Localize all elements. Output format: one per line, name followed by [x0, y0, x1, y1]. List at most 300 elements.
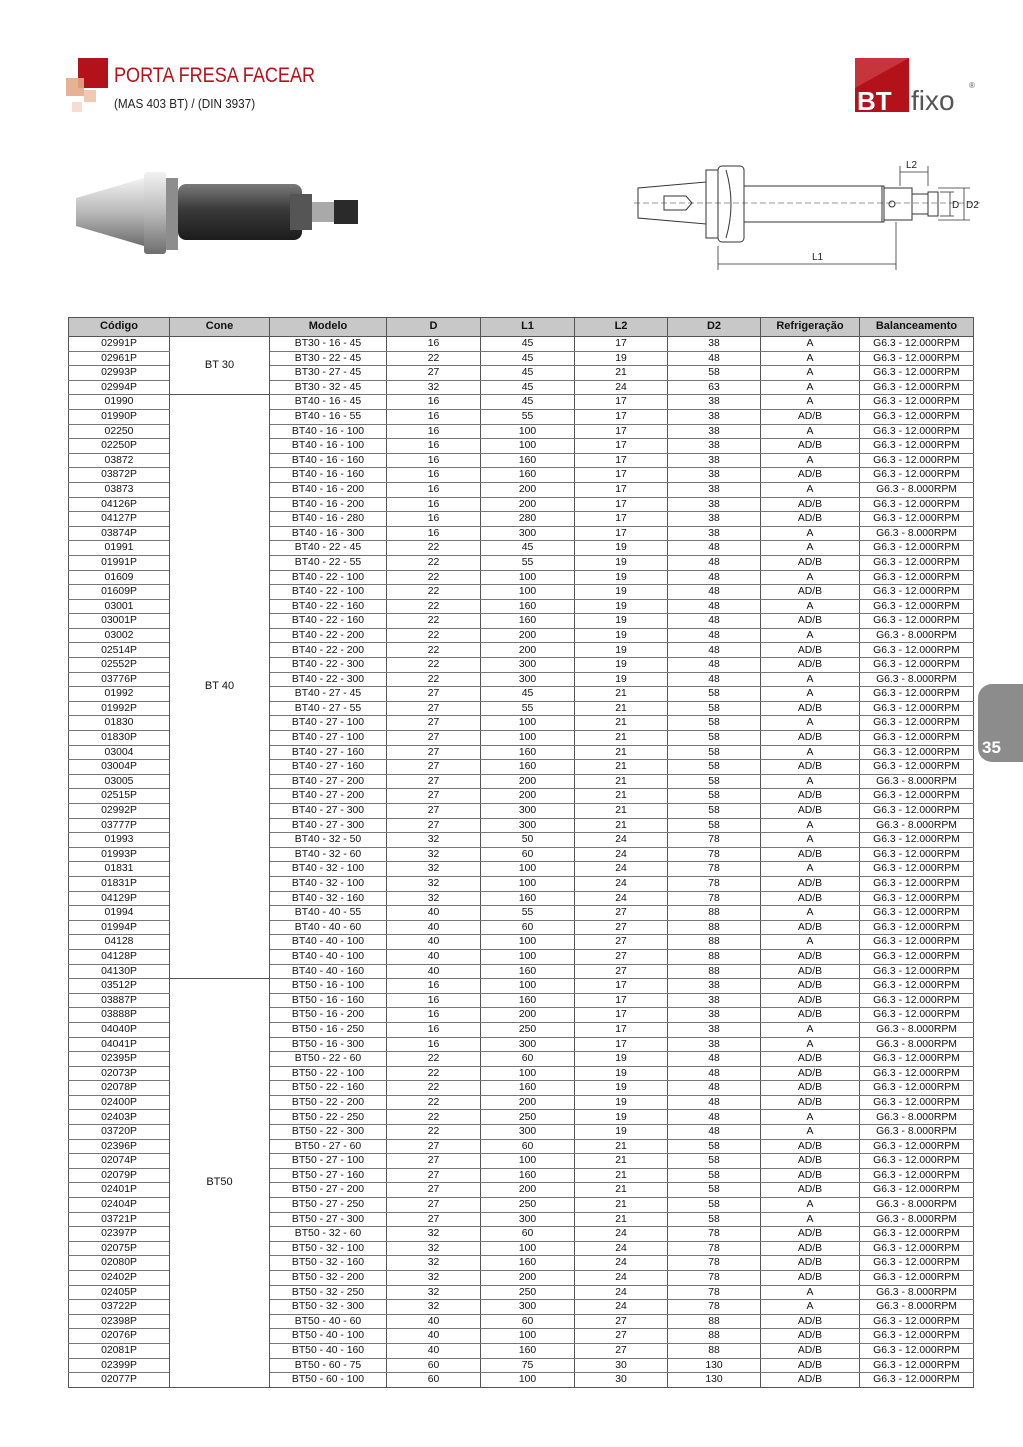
cell-modelo: BT50 - 60 - 100 — [270, 1373, 387, 1388]
cell-l1: 45 — [481, 351, 575, 366]
cell-l2: 19 — [575, 658, 668, 673]
cell-l2: 19 — [575, 541, 668, 556]
cell-balanceamento: G6.3 - 8.000RPM — [860, 482, 974, 497]
cell-l2: 19 — [575, 1125, 668, 1140]
cell-d: 40 — [387, 1329, 481, 1344]
cell-l2: 21 — [575, 1198, 668, 1213]
cell-l1: 250 — [481, 1198, 575, 1213]
cell-d: 27 — [387, 687, 481, 702]
cell-l2: 17 — [575, 424, 668, 439]
cell-refrigeracao: A — [761, 672, 860, 687]
cell-d: 22 — [387, 585, 481, 600]
cell-codigo: 01992 — [69, 687, 170, 702]
cell-codigo: 02400P — [69, 1095, 170, 1110]
cell-d2: 38 — [668, 482, 761, 497]
cell-refrigeracao: AD/B — [761, 1154, 860, 1169]
cell-codigo: 02075P — [69, 1241, 170, 1256]
cell-l1: 100 — [481, 935, 575, 950]
cell-modelo: BT50 - 32 - 60 — [270, 1227, 387, 1242]
cell-l2: 21 — [575, 701, 668, 716]
cell-l1: 300 — [481, 1300, 575, 1315]
cell-l1: 100 — [481, 949, 575, 964]
product-table — [68, 317, 974, 1388]
cell-balanceamento: G6.3 - 8.000RPM — [860, 818, 974, 833]
cell-l1: 200 — [481, 1183, 575, 1198]
table-body — [69, 337, 974, 1388]
cell-modelo: BT40 - 40 - 55 — [270, 906, 387, 921]
cell-l1: 160 — [481, 1256, 575, 1271]
cell-codigo: 02993P — [69, 366, 170, 381]
cell-d2: 78 — [668, 876, 761, 891]
cell-codigo: 02074P — [69, 1154, 170, 1169]
cell-codigo: 04129P — [69, 891, 170, 906]
cell-d: 32 — [387, 1227, 481, 1242]
cell-balanceamento: G6.3 - 8.000RPM — [860, 1212, 974, 1227]
cell-l1: 55 — [481, 409, 575, 424]
cell-d: 32 — [387, 833, 481, 848]
page-number-tab — [978, 684, 1023, 762]
cell-d: 27 — [387, 1154, 481, 1169]
cell-refrigeracao: AD/B — [761, 1052, 860, 1067]
cell-balanceamento: G6.3 - 12.000RPM — [860, 643, 974, 658]
cell-codigo: 02404P — [69, 1198, 170, 1213]
cell-l2: 24 — [575, 1300, 668, 1315]
cell-balanceamento: G6.3 - 12.000RPM — [860, 789, 974, 804]
cell-modelo: BT50 - 16 - 300 — [270, 1037, 387, 1052]
cell-codigo: 02552P — [69, 658, 170, 673]
cell-d: 32 — [387, 1256, 481, 1271]
cell-refrigeracao: AD/B — [761, 1241, 860, 1256]
cell-codigo: 02073P — [69, 1066, 170, 1081]
cell-modelo: BT50 - 27 - 100 — [270, 1154, 387, 1169]
cell-l1: 200 — [481, 628, 575, 643]
cell-d: 22 — [387, 614, 481, 629]
cell-d2: 58 — [668, 716, 761, 731]
cell-l2: 19 — [575, 628, 668, 643]
cell-d: 16 — [387, 337, 481, 352]
cell-refrigeracao: AD/B — [761, 993, 860, 1008]
cell-codigo: 02403P — [69, 1110, 170, 1125]
cell-d: 27 — [387, 804, 481, 819]
cell-l2: 17 — [575, 1022, 668, 1037]
cell-d2: 38 — [668, 409, 761, 424]
cell-l1: 60 — [481, 1314, 575, 1329]
cell-l1: 160 — [481, 614, 575, 629]
cell-l2: 27 — [575, 949, 668, 964]
cell-balanceamento: G6.3 - 12.000RPM — [860, 847, 974, 862]
cell-codigo: 01831 — [69, 862, 170, 877]
table-row — [69, 979, 974, 994]
cell-l2: 24 — [575, 1227, 668, 1242]
cell-modelo: BT40 - 16 - 300 — [270, 526, 387, 541]
header-l1: L1 — [481, 318, 575, 337]
cell-codigo: 03777P — [69, 818, 170, 833]
cell-d2: 48 — [668, 570, 761, 585]
cell-balanceamento: G6.3 - 12.000RPM — [860, 1139, 974, 1154]
cell-l1: 45 — [481, 395, 575, 410]
cell-refrigeracao: AD/B — [761, 658, 860, 673]
cell-l2: 19 — [575, 585, 668, 600]
cell-d: 27 — [387, 716, 481, 731]
cell-codigo: 04041P — [69, 1037, 170, 1052]
cell-l1: 300 — [481, 1212, 575, 1227]
cell-balanceamento: G6.3 - 12.000RPM — [860, 424, 974, 439]
cell-modelo: BT50 - 32 - 300 — [270, 1300, 387, 1315]
cell-l2: 24 — [575, 1271, 668, 1286]
cell-modelo: BT40 - 22 - 200 — [270, 628, 387, 643]
cell-refrigeracao: AD/B — [761, 1168, 860, 1183]
cell-codigo: 02515P — [69, 789, 170, 804]
cell-balanceamento: G6.3 - 12.000RPM — [860, 1373, 974, 1388]
cell-codigo: 01609P — [69, 585, 170, 600]
cell-d2: 78 — [668, 1227, 761, 1242]
cell-d: 22 — [387, 1110, 481, 1125]
cell-codigo: 01993 — [69, 833, 170, 848]
cell-d2: 58 — [668, 366, 761, 381]
cell-codigo: 02397P — [69, 1227, 170, 1242]
cell-d: 40 — [387, 920, 481, 935]
cell-balanceamento: G6.3 - 8.000RPM — [860, 1285, 974, 1300]
cell-d2: 38 — [668, 395, 761, 410]
cell-d: 22 — [387, 570, 481, 585]
cell-l2: 21 — [575, 687, 668, 702]
label-d: D — [952, 200, 960, 211]
cell-d2: 78 — [668, 862, 761, 877]
cell-refrigeracao: A — [761, 862, 860, 877]
cell-refrigeracao: AD/B — [761, 1183, 860, 1198]
cell-l1: 200 — [481, 789, 575, 804]
cell-codigo: 01993P — [69, 847, 170, 862]
cell-d2: 88 — [668, 906, 761, 921]
cell-refrigeracao: A — [761, 541, 860, 556]
cell-d2: 48 — [668, 351, 761, 366]
cell-l2: 24 — [575, 891, 668, 906]
cell-l2: 17 — [575, 395, 668, 410]
cell-d: 40 — [387, 949, 481, 964]
cell-modelo: BT40 - 22 - 100 — [270, 570, 387, 585]
cell-balanceamento: G6.3 - 12.000RPM — [860, 1227, 974, 1242]
cell-refrigeracao: A — [761, 1198, 860, 1213]
cell-d2: 48 — [668, 614, 761, 629]
cell-codigo: 03001P — [69, 614, 170, 629]
cell-balanceamento: G6.3 - 12.000RPM — [860, 366, 974, 381]
cell-l1: 160 — [481, 599, 575, 614]
cell-l1: 160 — [481, 1081, 575, 1096]
cell-refrigeracao: A — [761, 599, 860, 614]
cell-modelo: BT50 - 16 - 200 — [270, 1008, 387, 1023]
cell-refrigeracao: AD/B — [761, 1081, 860, 1096]
cell-d: 22 — [387, 555, 481, 570]
cell-d2: 48 — [668, 599, 761, 614]
cell-codigo: 04128P — [69, 949, 170, 964]
cell-codigo: 02079P — [69, 1168, 170, 1183]
cell-balanceamento: G6.3 - 12.000RPM — [860, 920, 974, 935]
cell-d: 22 — [387, 1081, 481, 1096]
cell-codigo: 01830 — [69, 716, 170, 731]
cell-l1: 200 — [481, 774, 575, 789]
cell-l2: 19 — [575, 1095, 668, 1110]
cell-modelo: BT40 - 27 - 300 — [270, 818, 387, 833]
cell-d2: 48 — [668, 1052, 761, 1067]
cell-codigo: 01991P — [69, 555, 170, 570]
cell-balanceamento: G6.3 - 12.000RPM — [860, 804, 974, 819]
cell-l2: 27 — [575, 920, 668, 935]
cell-modelo: BT40 - 27 - 200 — [270, 774, 387, 789]
cell-balanceamento: G6.3 - 12.000RPM — [860, 1154, 974, 1169]
cell-d2: 48 — [668, 1081, 761, 1096]
cell-d2: 48 — [668, 555, 761, 570]
cell-d: 32 — [387, 1241, 481, 1256]
cell-refrigeracao: AD/B — [761, 1139, 860, 1154]
cell-l2: 19 — [575, 643, 668, 658]
cell-refrigeracao: AD/B — [761, 409, 860, 424]
cell-refrigeracao: AD/B — [761, 643, 860, 658]
cell-refrigeracao: AD/B — [761, 701, 860, 716]
cell-modelo: BT50 - 32 - 100 — [270, 1241, 387, 1256]
cell-refrigeracao: AD/B — [761, 876, 860, 891]
cell-refrigeracao: A — [761, 833, 860, 848]
cell-d2: 38 — [668, 512, 761, 527]
cell-d: 27 — [387, 1183, 481, 1198]
cell-balanceamento: G6.3 - 12.000RPM — [860, 380, 974, 395]
cell-l1: 45 — [481, 366, 575, 381]
cell-balanceamento: G6.3 - 12.000RPM — [860, 1095, 974, 1110]
cell-balanceamento: G6.3 - 12.000RPM — [860, 570, 974, 585]
cell-d2: 58 — [668, 745, 761, 760]
cell-modelo: BT50 - 27 - 300 — [270, 1212, 387, 1227]
cell-codigo: 02399P — [69, 1358, 170, 1373]
cell-refrigeracao: AD/B — [761, 1358, 860, 1373]
cell-l1: 300 — [481, 526, 575, 541]
cell-l1: 250 — [481, 1022, 575, 1037]
cell-l1: 100 — [481, 1373, 575, 1388]
cell-modelo: BT40 - 22 - 160 — [270, 614, 387, 629]
cell-modelo: BT40 - 40 - 160 — [270, 964, 387, 979]
header-refrigeracao: Refrigeração — [761, 318, 860, 337]
cell-d: 22 — [387, 599, 481, 614]
cell-l1: 45 — [481, 687, 575, 702]
cell-d2: 38 — [668, 497, 761, 512]
cell-modelo: BT40 - 16 - 200 — [270, 482, 387, 497]
cell-codigo: 01991 — [69, 541, 170, 556]
cell-l1: 300 — [481, 818, 575, 833]
cell-modelo: BT50 - 27 - 60 — [270, 1139, 387, 1154]
cell-refrigeracao: A — [761, 774, 860, 789]
cell-l1: 160 — [481, 891, 575, 906]
cell-balanceamento: G6.3 - 8.000RPM — [860, 1110, 974, 1125]
cell-d: 32 — [387, 1271, 481, 1286]
cell-refrigeracao: AD/B — [761, 964, 860, 979]
cell-balanceamento: G6.3 - 12.000RPM — [860, 760, 974, 775]
cell-modelo: BT50 - 27 - 200 — [270, 1183, 387, 1198]
cell-d2: 38 — [668, 424, 761, 439]
cell-modelo: BT50 - 32 - 250 — [270, 1285, 387, 1300]
cell-l1: 75 — [481, 1358, 575, 1373]
cell-balanceamento: G6.3 - 8.000RPM — [860, 1037, 974, 1052]
cell-d2: 48 — [668, 1125, 761, 1140]
cell-l1: 200 — [481, 482, 575, 497]
cell-d: 27 — [387, 818, 481, 833]
cell-l2: 30 — [575, 1373, 668, 1388]
cell-codigo: 02395P — [69, 1052, 170, 1067]
cell-modelo: BT50 - 27 - 160 — [270, 1168, 387, 1183]
cell-balanceamento: G6.3 - 12.000RPM — [860, 439, 974, 454]
cell-d2: 38 — [668, 337, 761, 352]
cell-refrigeracao: AD/B — [761, 949, 860, 964]
cell-codigo: 01994 — [69, 906, 170, 921]
cell-d: 16 — [387, 482, 481, 497]
cell-codigo: 03872 — [69, 453, 170, 468]
cell-codigo: 01831P — [69, 876, 170, 891]
cell-refrigeracao: A — [761, 1285, 860, 1300]
cell-refrigeracao: AD/B — [761, 439, 860, 454]
cell-cone: BT 40 — [170, 395, 270, 979]
cell-d2: 58 — [668, 818, 761, 833]
cell-l1: 45 — [481, 337, 575, 352]
cell-l1: 200 — [481, 1095, 575, 1110]
cell-codigo: 04128 — [69, 935, 170, 950]
cell-balanceamento: G6.3 - 12.000RPM — [860, 833, 974, 848]
cell-d: 27 — [387, 701, 481, 716]
cell-l1: 200 — [481, 1008, 575, 1023]
cell-d: 22 — [387, 1066, 481, 1081]
cell-l1: 100 — [481, 585, 575, 600]
cell-refrigeracao: A — [761, 1037, 860, 1052]
cell-d: 40 — [387, 935, 481, 950]
cell-refrigeracao: A — [761, 351, 860, 366]
cell-refrigeracao: A — [761, 1212, 860, 1227]
cell-l1: 160 — [481, 1168, 575, 1183]
cell-l2: 27 — [575, 1329, 668, 1344]
cell-d2: 48 — [668, 1110, 761, 1125]
cell-balanceamento: G6.3 - 12.000RPM — [860, 949, 974, 964]
cell-d: 16 — [387, 453, 481, 468]
cell-l1: 60 — [481, 1052, 575, 1067]
cell-cone: BT50 — [170, 979, 270, 1388]
cell-d2: 130 — [668, 1358, 761, 1373]
cell-codigo: 01994P — [69, 920, 170, 935]
cell-l1: 160 — [481, 1343, 575, 1358]
cell-codigo: 03888P — [69, 1008, 170, 1023]
cell-balanceamento: G6.3 - 12.000RPM — [860, 453, 974, 468]
cell-codigo: 02991P — [69, 337, 170, 352]
cell-modelo: BT40 - 27 - 160 — [270, 745, 387, 760]
cell-codigo: 02402P — [69, 1271, 170, 1286]
header-l2: L2 — [575, 318, 668, 337]
cell-modelo: BT40 - 27 - 160 — [270, 760, 387, 775]
cell-l1: 100 — [481, 439, 575, 454]
cell-refrigeracao: AD/B — [761, 920, 860, 935]
cell-codigo: 02994P — [69, 380, 170, 395]
cell-d2: 48 — [668, 585, 761, 600]
cell-l2: 19 — [575, 1052, 668, 1067]
cell-l1: 100 — [481, 1241, 575, 1256]
cell-d2: 88 — [668, 935, 761, 950]
cell-codigo: 02405P — [69, 1285, 170, 1300]
cell-codigo: 02398P — [69, 1314, 170, 1329]
cell-codigo: 03721P — [69, 1212, 170, 1227]
cell-l1: 60 — [481, 920, 575, 935]
cell-l2: 17 — [575, 512, 668, 527]
table-row — [69, 337, 974, 352]
cell-balanceamento: G6.3 - 8.000RPM — [860, 1125, 974, 1140]
cell-d: 40 — [387, 964, 481, 979]
cell-l2: 27 — [575, 964, 668, 979]
cell-d2: 88 — [668, 964, 761, 979]
cell-modelo: BT40 - 22 - 300 — [270, 658, 387, 673]
cell-d: 27 — [387, 1198, 481, 1213]
cell-l1: 160 — [481, 760, 575, 775]
cell-balanceamento: G6.3 - 12.000RPM — [860, 687, 974, 702]
cell-modelo: BT50 - 27 - 250 — [270, 1198, 387, 1213]
cell-l1: 300 — [481, 1125, 575, 1140]
cell-balanceamento: G6.3 - 12.000RPM — [860, 979, 974, 994]
cell-refrigeracao: AD/B — [761, 555, 860, 570]
cell-l1: 100 — [481, 570, 575, 585]
cell-modelo: BT40 - 32 - 100 — [270, 876, 387, 891]
cell-codigo: 03872P — [69, 468, 170, 483]
cell-l2: 17 — [575, 453, 668, 468]
cell-l1: 200 — [481, 497, 575, 512]
cell-balanceamento: G6.3 - 12.000RPM — [860, 468, 974, 483]
cell-refrigeracao: AD/B — [761, 891, 860, 906]
cell-l1: 160 — [481, 453, 575, 468]
cell-l2: 17 — [575, 1037, 668, 1052]
cell-l1: 55 — [481, 906, 575, 921]
cell-d2: 48 — [668, 541, 761, 556]
cell-l2: 21 — [575, 818, 668, 833]
cell-d2: 58 — [668, 760, 761, 775]
cell-d2: 58 — [668, 804, 761, 819]
cell-d: 32 — [387, 876, 481, 891]
cell-l2: 21 — [575, 789, 668, 804]
cell-d2: 38 — [668, 1008, 761, 1023]
cell-d2: 58 — [668, 789, 761, 804]
cell-modelo: BT40 - 27 - 55 — [270, 701, 387, 716]
cell-modelo: BT50 - 16 - 100 — [270, 979, 387, 994]
cell-balanceamento: G6.3 - 12.000RPM — [860, 993, 974, 1008]
cell-codigo: 03887P — [69, 993, 170, 1008]
cell-modelo: BT40 - 27 - 100 — [270, 731, 387, 746]
cell-d2: 78 — [668, 833, 761, 848]
cell-d: 27 — [387, 1168, 481, 1183]
cell-l2: 24 — [575, 1241, 668, 1256]
cell-l1: 100 — [481, 979, 575, 994]
cell-balanceamento: G6.3 - 12.000RPM — [860, 1271, 974, 1286]
cell-d2: 78 — [668, 1285, 761, 1300]
cell-codigo: 01990 — [69, 395, 170, 410]
technical-drawing — [634, 156, 984, 272]
cell-l2: 24 — [575, 876, 668, 891]
cell-l2: 17 — [575, 979, 668, 994]
cell-l2: 21 — [575, 804, 668, 819]
cell-l2: 17 — [575, 1008, 668, 1023]
table-header-row — [69, 318, 974, 337]
cell-d: 22 — [387, 628, 481, 643]
cell-refrigeracao: AD/B — [761, 497, 860, 512]
cell-l1: 100 — [481, 731, 575, 746]
cell-balanceamento: G6.3 - 12.000RPM — [860, 409, 974, 424]
cell-modelo: BT40 - 16 - 200 — [270, 497, 387, 512]
cell-l1: 250 — [481, 1285, 575, 1300]
cell-modelo: BT40 - 22 - 45 — [270, 541, 387, 556]
btfixo-logo — [855, 58, 977, 120]
label-l1: L1 — [812, 252, 824, 263]
cell-l2: 17 — [575, 497, 668, 512]
cell-modelo: BT50 - 16 - 160 — [270, 993, 387, 1008]
cell-l2: 17 — [575, 468, 668, 483]
tool-holder-photo — [72, 164, 362, 260]
